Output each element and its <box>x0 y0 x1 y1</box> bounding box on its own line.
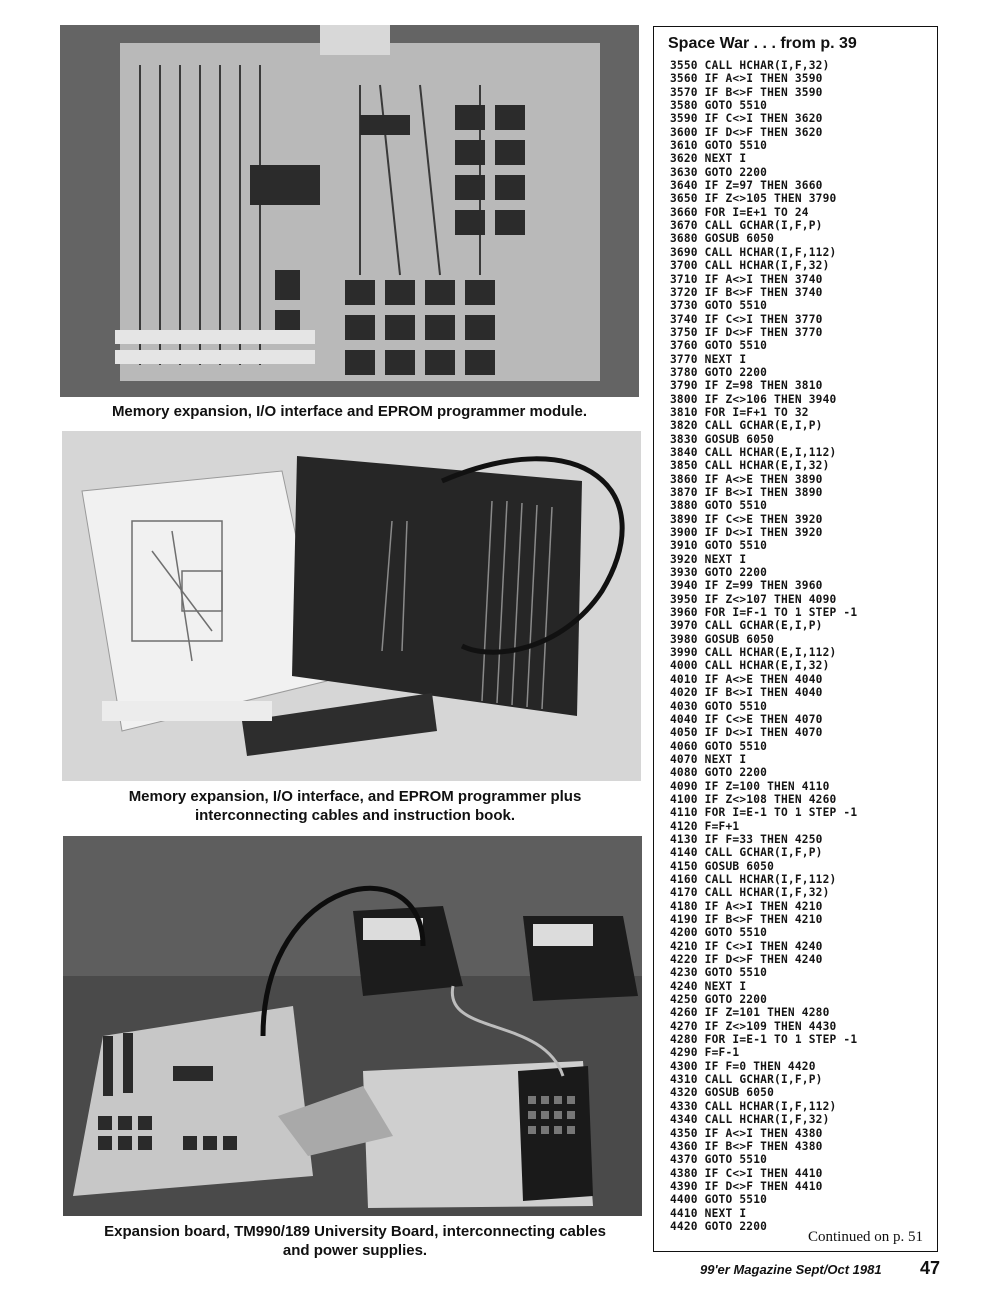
code-line: 3850 CALL HCHAR(E,I,32) <box>670 459 830 473</box>
code-line: 3880 GOTO 5510 <box>670 499 768 513</box>
code-line: 3810 FOR I=F+1 TO 32 <box>670 405 809 419</box>
code-line: 4110 FOR I=E-1 TO 1 STEP -1 <box>670 806 858 820</box>
code-line: 4120 F=F+1 <box>670 819 740 833</box>
code-line: 3650 IF Z<>105 THEN 3790 <box>670 192 837 206</box>
code-line: 4000 CALL HCHAR(E,I,32) <box>670 659 830 673</box>
code-line: 3640 IF Z=97 THEN 3660 <box>670 179 823 193</box>
code-line: 4070 NEXT I <box>670 752 747 766</box>
caption-photo-1: Memory expansion, I/O interface and EPROM programmer module. <box>111 403 588 420</box>
code-line: 3550 CALL HCHAR(I,F,32) <box>670 59 830 72</box>
code-line: 4150 GOSUB 6050 <box>670 859 775 873</box>
code-line: 3690 CALL HCHAR(I,F,112) <box>670 245 837 259</box>
code-line: 4290 F=F-1 <box>670 1046 740 1060</box>
code-line: 3960 FOR I=F-1 TO 1 STEP -1 <box>670 606 858 620</box>
code-line: 3830 GOSUB 6050 <box>670 432 775 446</box>
program-listing-box <box>653 26 938 1252</box>
code-line: 3580 GOTO 5510 <box>670 99 768 113</box>
code-line: 3660 FOR I=E+1 TO 24 <box>670 205 809 219</box>
code-line: 4420 GOTO 2200 <box>670 1219 768 1233</box>
code-line: 3780 GOTO 2200 <box>670 365 768 379</box>
code-line: 3730 GOTO 5510 <box>670 299 768 313</box>
footer-magazine-date: 99'er Magazine Sept/Oct 1981 <box>700 1262 882 1277</box>
code-line: 4230 GOTO 5510 <box>670 966 768 980</box>
page-number: 47 <box>920 1258 941 1278</box>
code-line: 3610 GOTO 5510 <box>670 139 768 153</box>
code-line: 3890 IF C<>E THEN 3920 <box>670 512 823 526</box>
code-line: 4260 IF Z=101 THEN 4280 <box>670 1006 830 1020</box>
code-line: 3570 IF B<>F THEN 3590 <box>670 85 823 99</box>
code-line: 4210 IF C<>I THEN 4240 <box>670 939 823 953</box>
code-listing <box>670 59 857 1233</box>
code-line: 4100 IF Z<>108 THEN 4260 <box>670 792 837 806</box>
code-line: 3620 NEXT I <box>670 152 747 166</box>
code-line: 3800 IF Z<>106 THEN 3940 <box>670 392 837 406</box>
code-line: 4320 GOSUB 6050 <box>670 1086 775 1100</box>
code-line: 3910 GOTO 5510 <box>670 539 768 553</box>
photo-memory-expansion-board <box>60 25 639 397</box>
code-line: 3870 IF B<>I THEN 3890 <box>670 486 823 499</box>
code-line: 3600 IF D<>F THEN 3620 <box>670 125 823 139</box>
code-line: 4130 IF F=33 THEN 4250 <box>670 832 823 846</box>
code-line: 4340 CALL HCHAR(I,F,32) <box>670 1113 830 1127</box>
code-line: 3920 NEXT I <box>670 552 747 566</box>
code-line: 3710 IF A<>I THEN 3740 <box>670 272 823 286</box>
code-line: 4270 IF Z<>109 THEN 4430 <box>670 1019 837 1033</box>
caption-photo-3: Expansion board, TM990/189 University Board, interconnecting cables and power supplies. <box>104 1223 606 1259</box>
circuit-board-photo-1 <box>60 25 639 397</box>
code-line: 4390 IF D<>F THEN 4410 <box>670 1179 823 1193</box>
code-line: 3700 CALL HCHAR(I,F,32) <box>670 259 830 273</box>
circuit-board-photo-3 <box>63 836 642 1216</box>
code-line: 4020 IF B<>I THEN 4040 <box>670 686 823 700</box>
code-line: 4370 GOTO 5510 <box>670 1153 768 1167</box>
continued-note: Continued on p. 51 <box>808 1229 923 1245</box>
code-line: 3670 CALL GCHAR(I,F,P) <box>670 219 823 233</box>
code-line: 4180 IF A<>I THEN 4210 <box>670 899 823 913</box>
code-line: 4300 IF F=0 THEN 4420 <box>670 1059 816 1073</box>
code-line: 4220 IF D<>F THEN 4240 <box>670 953 823 967</box>
code-line: 4050 IF D<>I THEN 4070 <box>670 726 823 740</box>
code-line: 3790 IF Z=98 THEN 3810 <box>670 379 823 393</box>
code-line: 4240 NEXT I <box>670 979 747 993</box>
code-line: 3820 CALL GCHAR(E,I,P) <box>670 419 823 433</box>
code-line: 3760 GOTO 5510 <box>670 339 768 353</box>
code-line: 4080 GOTO 2200 <box>670 766 768 780</box>
code-line: 3950 IF Z<>107 THEN 4090 <box>670 592 837 606</box>
code-line: 3840 CALL HCHAR(E,I,112) <box>670 445 837 459</box>
caption-photo-2: Memory expansion, I/O interface, and EPROM programmer plus interconnecting cables and instruction book. <box>128 788 582 824</box>
code-line: 4010 IF A<>E THEN 4040 <box>670 672 823 686</box>
code-line: 4350 IF A<>I THEN 4380 <box>670 1126 823 1140</box>
code-line: 4030 GOTO 5510 <box>670 699 768 713</box>
circuit-board-photo-2 <box>62 431 641 781</box>
code-line: 4090 IF Z=100 THEN 4110 <box>670 779 830 793</box>
code-line: 3720 IF B<>F THEN 3740 <box>670 285 823 299</box>
code-line: 4360 IF B<>F THEN 4380 <box>670 1139 823 1153</box>
code-line: 3940 IF Z=99 THEN 3960 <box>670 579 823 593</box>
code-line: 3930 GOTO 2200 <box>670 566 768 580</box>
code-line: 3680 GOSUB 6050 <box>670 232 775 246</box>
code-line: 4250 GOTO 2200 <box>670 993 768 1007</box>
code-line: 4200 GOTO 5510 <box>670 926 768 940</box>
code-line: 3970 CALL GCHAR(E,I,P) <box>670 619 823 633</box>
code-line: 4380 IF C<>I THEN 4410 <box>670 1166 823 1180</box>
code-line: 4330 CALL HCHAR(I,F,112) <box>670 1099 837 1113</box>
code-line: 3900 IF D<>I THEN 3920 <box>670 526 823 540</box>
code-line: 3560 IF A<>I THEN 3590 <box>670 72 823 86</box>
code-line: 3630 GOTO 2200 <box>670 165 768 179</box>
code-line: 4060 GOTO 5510 <box>670 739 768 753</box>
code-line: 4190 IF B<>F THEN 4210 <box>670 913 823 926</box>
code-line: 3590 IF C<>I THEN 3620 <box>670 112 823 126</box>
listing-header: Space War . . . from p. 39 <box>668 35 857 52</box>
code-line: 3860 IF A<>E THEN 3890 <box>670 472 823 486</box>
code-line: 4400 GOTO 5510 <box>670 1193 768 1207</box>
code-line: 3980 GOSUB 6050 <box>670 632 775 646</box>
code-line: 4040 IF C<>E THEN 4070 <box>670 712 823 726</box>
code-line: 4310 CALL GCHAR(I,F,P) <box>670 1073 823 1087</box>
photo-board-with-cables-and-book <box>62 431 641 781</box>
code-line: 4170 CALL HCHAR(I,F,32) <box>670 886 830 900</box>
code-line: 4160 CALL HCHAR(I,F,112) <box>670 872 837 886</box>
code-line: 3750 IF D<>F THEN 3770 <box>670 325 823 339</box>
code-line: 4410 NEXT I <box>670 1206 747 1220</box>
photo-university-board-setup <box>63 836 642 1216</box>
code-line: 3990 CALL HCHAR(E,I,112) <box>670 646 837 660</box>
code-line: 3740 IF C<>I THEN 3770 <box>670 312 823 326</box>
code-line: 3770 NEXT I <box>670 352 747 366</box>
code-line: 4140 CALL GCHAR(I,F,P) <box>670 846 823 860</box>
code-line: 4280 FOR I=E-1 TO 1 STEP -1 <box>670 1033 858 1047</box>
